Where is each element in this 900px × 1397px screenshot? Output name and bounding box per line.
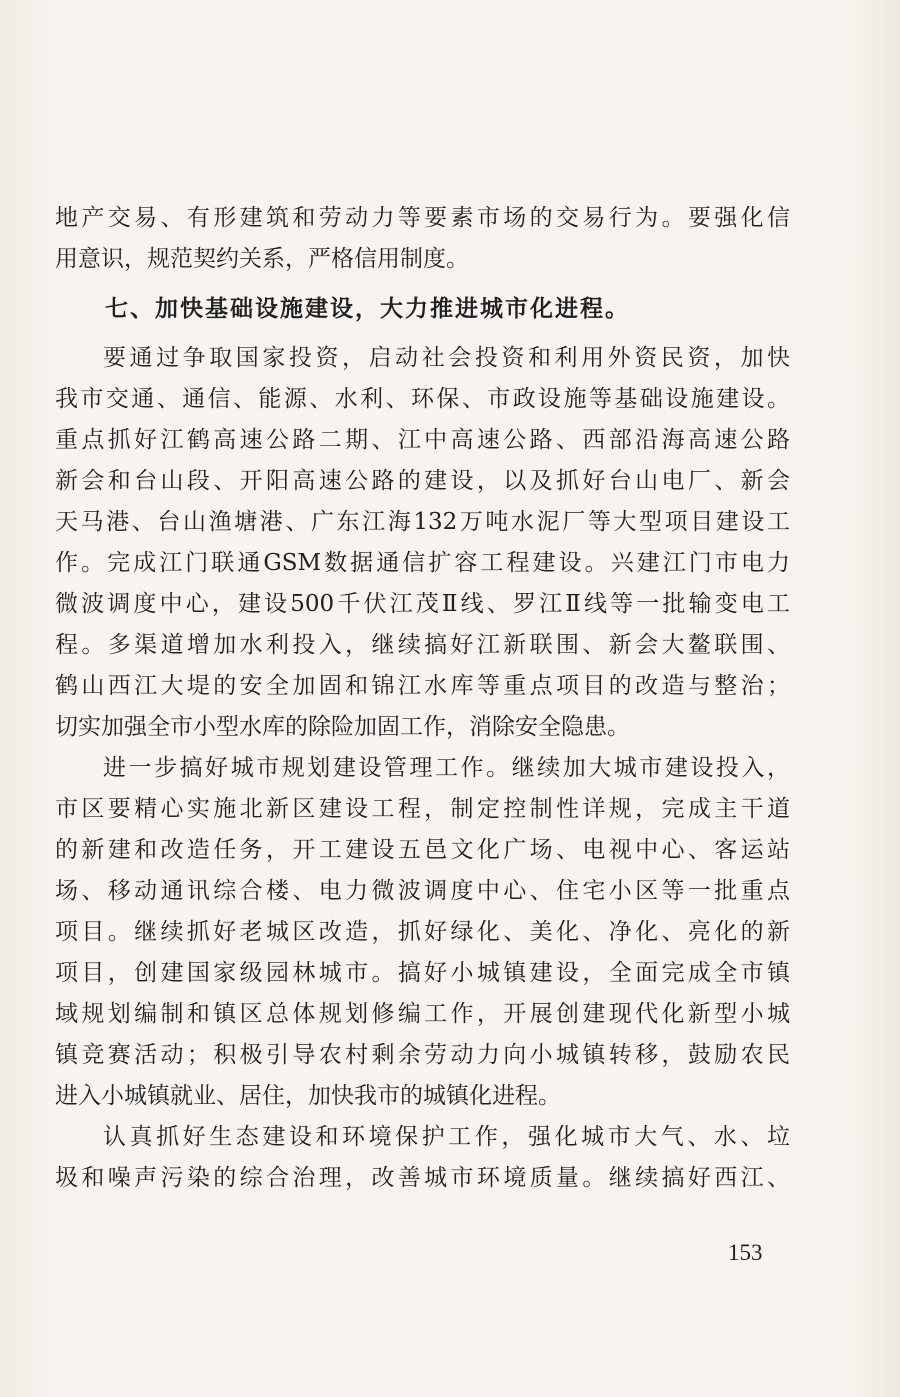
text-line: 市区要精心实施北新区建设工程，制定控制性详规，完成主干道 bbox=[55, 796, 790, 822]
text-line: 切实加强全市小型水库的除险加固工作，消除安全隐患。 bbox=[55, 714, 630, 740]
text-line: 鹤山西江大堤的安全加固和锦江水库等重点项目的改造与整治； bbox=[55, 673, 790, 699]
text-line: 重点抓好江鹤高速公路二期、江中高速公路、西部沿海高速公路 bbox=[55, 427, 790, 453]
text-line: 域规划编制和镇区总体规划修编工作，开展创建现代化新型小城 bbox=[55, 1001, 790, 1027]
text-line: 我市交通、通信、能源、水利、环保、市政设施等基础设施建设。 bbox=[55, 386, 790, 412]
text-line: 作。完成江门联通GSM数据通信扩容工程建设。兴建江门市电力 bbox=[55, 550, 790, 576]
text-line: 的新建和改造任务，开工建设五邑文化广场、电视中心、客运站 bbox=[55, 837, 790, 863]
text-line: 地产交易、有形建筑和劳动力等要素市场的交易行为。要强化信 bbox=[55, 205, 790, 231]
text-line: 项目，创建国家级园林城市。搞好小城镇建设，全面完成全市镇 bbox=[55, 960, 790, 986]
text-line: 要通过争取国家投资，启动社会投资和利用外资民资，加快 bbox=[103, 345, 790, 371]
text-line: 镇竞赛活动；积极引导农村剩余劳动力向小城镇转移，鼓励农民 bbox=[55, 1042, 790, 1068]
text-line: 认真抓好生态建设和环境保护工作，强化城市大气、水、垃 bbox=[103, 1124, 790, 1150]
section-heading: 七、加快基础设施建设，大力推进城市化进程。 bbox=[105, 296, 630, 322]
text-line: 程。多渠道增加水利投入，继续搞好江新联围、新会大鳌联围、 bbox=[55, 632, 790, 658]
text-line: 进入小城镇就业、居住，加快我市的城镇化进程。 bbox=[55, 1083, 561, 1109]
body-text bbox=[55, 198, 790, 1199]
text-line: 场、移动通讯综合楼、电力微波调度中心、住宅小区等一批重点 bbox=[55, 878, 790, 904]
text-line: 用意识，规范契约关系，严格信用制度。 bbox=[55, 246, 469, 272]
text-line: 微波调度中心，建设500千伏江茂Ⅱ线、罗江Ⅱ线等一批输变电工 bbox=[55, 591, 790, 617]
page-number: 153 bbox=[728, 1240, 763, 1265]
text-line: 项目。继续抓好老城区改造，抓好绿化、美化、净化、亮化的新 bbox=[55, 919, 790, 945]
text-line: 新会和台山段、开阳高速公路的建设，以及抓好台山电厂、新会 bbox=[55, 468, 790, 494]
text-line: 进一步搞好城市规划建设管理工作。继续加大城市建设投入， bbox=[103, 755, 790, 781]
text-line: 圾和噪声污染的综合治理，改善城市环境质量。继续搞好西江、 bbox=[55, 1165, 790, 1191]
text-line: 天马港、台山渔塘港、广东江海132万吨水泥厂等大型项目建设工 bbox=[55, 509, 790, 535]
